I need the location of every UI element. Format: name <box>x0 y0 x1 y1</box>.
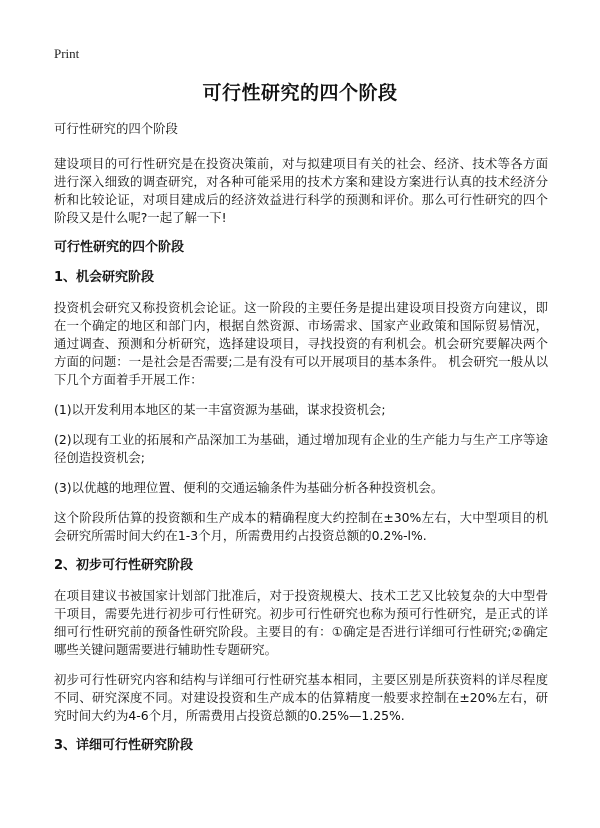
stage-1-item-2: (2)以现有工业的拓展和产品深加工为基础，通过增加现有企业的生产能力与生产工序等途径创造投资机会; <box>54 432 548 465</box>
intro-paragraph: 建设项目的可行性研究是在投资决策前，对与拟建项目有关的社会、经济、技术等各方面进行深入细致的调查研究，对各种可能采用的技术方案和建设方案进行认真的技术经济分析和比较论证，对项目建成后的经济效益进行科学的预测和评价。那么可行性研究的四个阶段又是什么呢?一起了解一下! <box>54 156 548 225</box>
stage-1-item-3: (3)以优越的地理位置、便利的交通运输条件为基础分析各种投资机会。 <box>54 480 444 495</box>
section-heading: 可行性研究的四个阶段 <box>54 240 185 255</box>
stage-1-heading: 1、机会研究阶段 <box>54 270 155 285</box>
article-body <box>54 120 548 767</box>
stage-3-heading: 3、详细可行性研究阶段 <box>54 738 194 753</box>
stage-2-paragraph: 在项目建议书被国家计划部门批准后，对于投资规模大、技术工艺又比较复杂的大中型骨干项目，需要先进行初步可行性研究。初步可行性研究也称为预可行性研究，是正式的详细可行性研究前的预备性研究阶段。主要目的有：①确定是否进行详细可行性研究;②确定哪些关键问题需要进行辅助性专题研究。 <box>54 588 548 657</box>
article-subtitle: 可行性研究的四个阶段 <box>54 121 178 136</box>
stage-2-heading: 2、初步可行性研究阶段 <box>54 558 194 573</box>
print-link[interactable]: Print <box>54 46 80 61</box>
stage-1-estimate: 这个阶段所估算的投资额和生产成本的精确程度大约控制在±30%左右，大中型项目的机会研究所需时间大约在1-3个月，所需费用约占投资总额的0.2%-l%. <box>54 510 548 543</box>
stage-1-paragraph: 投资机会研究又称投资机会论证。这一阶段的主要任务是提出建设项目投资方向建议，即在一个确定的地区和部门内，根据自然资源、市场需求、国家产业政策和国际贸易情况，通过调查、预测和分析研究，选择建设项目，寻找投资的有利机会。机会研究要解决两个方面的问题：一是社会是否需要;二是有没有可以开展项目的基本条件。 机会研究一般从以下几个方面着手开展工作： <box>54 300 548 387</box>
page-title: 可行性研究的四个阶段 <box>202 82 398 104</box>
stage-1-item-1: (1)以开发利用本地区的某一丰富资源为基础，谋求投资机会; <box>54 402 386 417</box>
stage-2-estimate: 初步可行性研究内容和结构与详细可行性研究基本相同，主要区别是所获资料的详尽程度不同、研究深度不同。对建设投资和生产成本的估算精度一般要求控制在±20%左右，研究时间大约为4-6个月，所需费用占投资总额的0.25%—1.25%. <box>54 672 548 723</box>
